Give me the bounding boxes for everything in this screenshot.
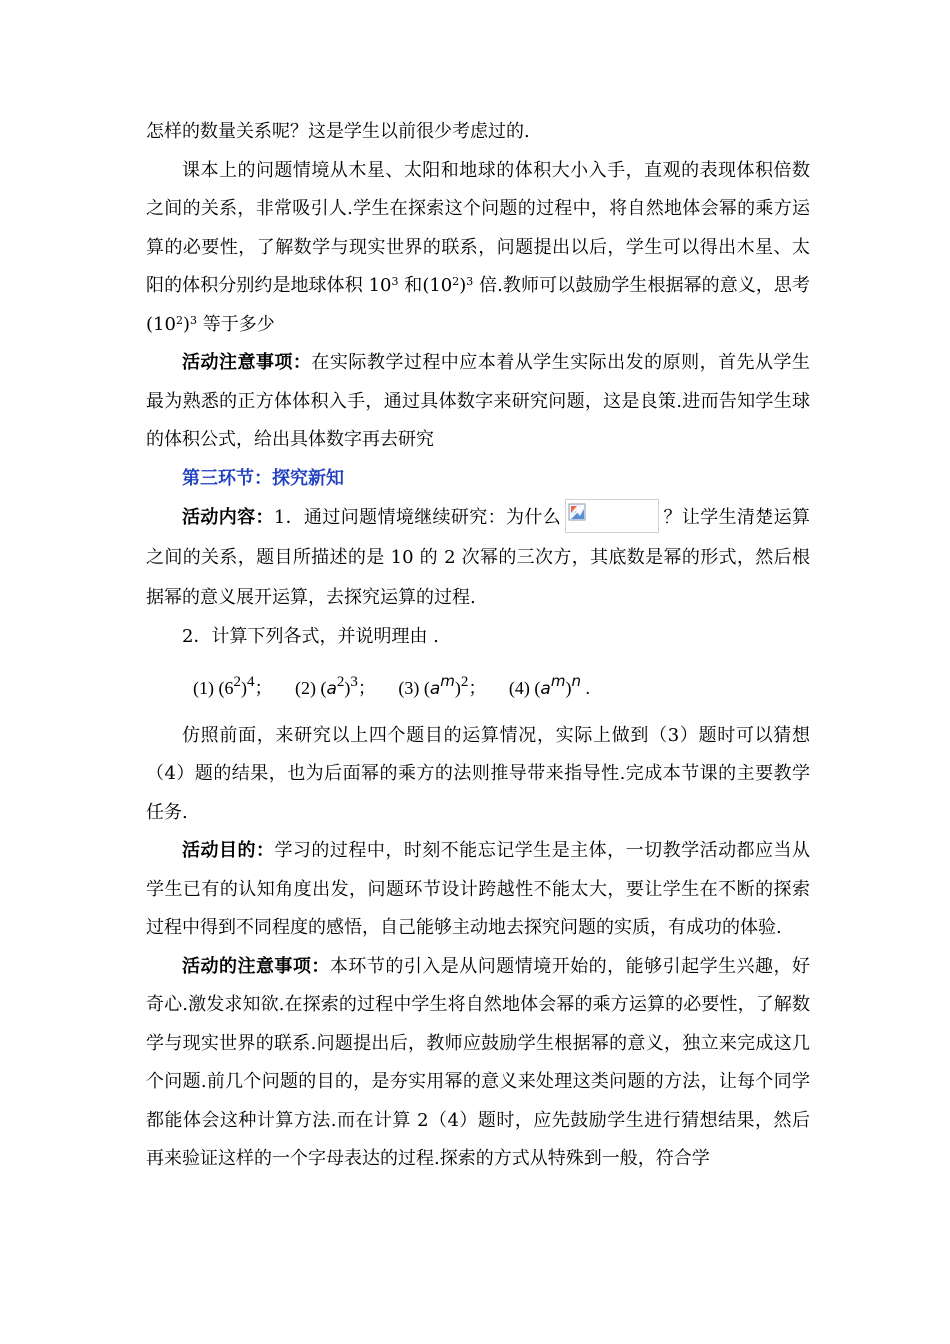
document-page	[146, 113, 810, 1179]
paragraph-problem-context: 课本上的问题情境从木星、太阳和地球的体积大小入手，直观的表现体积倍数之间的关系，非常吸引人.学生在探索这个问题的过程中，将自然地体会幂的乘方运算的必要性，了解数学与现实世界的联系，问题提出以后，学生可以得出木星、太阳的体积分别约是地球体积 $10^3$ 和$(10^2)^3$ 倍.教师可以鼓励学生根据幂的意义，思考$(10^2)^3$ 等于多少	[146, 159, 810, 335]
activity-purpose-label: 活动目的：	[182, 840, 275, 861]
formula-1: (1) $(6^2)^4$；	[193, 673, 273, 698]
section-heading: 第三环节：探究新知	[182, 467, 344, 489]
formula-2: (2) $(a^2)^3$；	[294, 673, 376, 699]
activity-notes-label: 活动注意事项：	[182, 352, 312, 373]
formula-list	[146, 659, 810, 717]
formula-4: (4) $(a^m)^n$ .	[508, 671, 590, 699]
formula-3: (3) $(a^m)^2$；	[398, 671, 487, 699]
activity-content-label: 活动内容：	[182, 507, 274, 528]
paragraph-activity-purpose: 活动目的：学习的过程中，时刻不能忘记学生是主体，一切教学活动都应当从学生已有的认知角度出发，问题环节设计跨越性不能太大，要让学生在不断的探索过程中得到不同程度的感悟，自己能够主动地去探究问题的实质，有成功的体验.	[146, 840, 811, 938]
paragraph-analysis: 仿照前面，来研究以上四个题目的运算情况，实际上做到（3）题时可以猜想（4）题的结果，也为后面幂的乘方的法则推导带来指导性.完成本节课的主要教学任务.	[146, 724, 810, 823]
activity-attention-label: 活动的注意事项：	[182, 955, 330, 977]
paragraph-activity-notes: 活动注意事项：在实际教学过程中应本着从学生实际出发的原则，首先从学生最为熟悉的正方体体积入手，通过具体数字来研究问题，这是良策.进而告知学生球的体积公式，给出具体数字再去研究	[146, 352, 811, 450]
broken-image-icon	[568, 503, 586, 521]
paragraph-continuation: 怎样的数量关系呢？这是学生以前很少考虑过的.	[146, 121, 530, 142]
paragraph-activity-content: 活动内容：1．通过问题情境继续研究：为什么 ？让学生清楚运算之间的关系，题目所描述的是 10 的 2 次幂的三次方，其底数是幂的形式，然后根据幂的意义展开运算，去探究运算的过程.	[146, 498, 810, 618]
broken-image-placeholder	[565, 499, 659, 533]
paragraph-calc-instruction: 2．计算下列各式，并说明理由 .	[182, 626, 439, 647]
paragraph-activity-attention: 活动的注意事项：本环节的引入是从问题情境开始的，能够引起学生兴趣，好奇心.激发求知欲.在探索的过程中学生将自然地体会幂的乘方运算的必要性，了解数学与现实世界的联系.问题提出后，教师应鼓励学生根据幂的意义，独立来完成这几个问题.前几个问题的目的，是夯实用幂的意义来处理这类问题的方法，让每个同学都能体会这种计算方法.而在计算 2（4）题时，应先鼓励学生进行猜想结果，然后再来验证这样的一个字母表达的过程.探索的方式从特殊到一般，符合学	[146, 955, 811, 1169]
